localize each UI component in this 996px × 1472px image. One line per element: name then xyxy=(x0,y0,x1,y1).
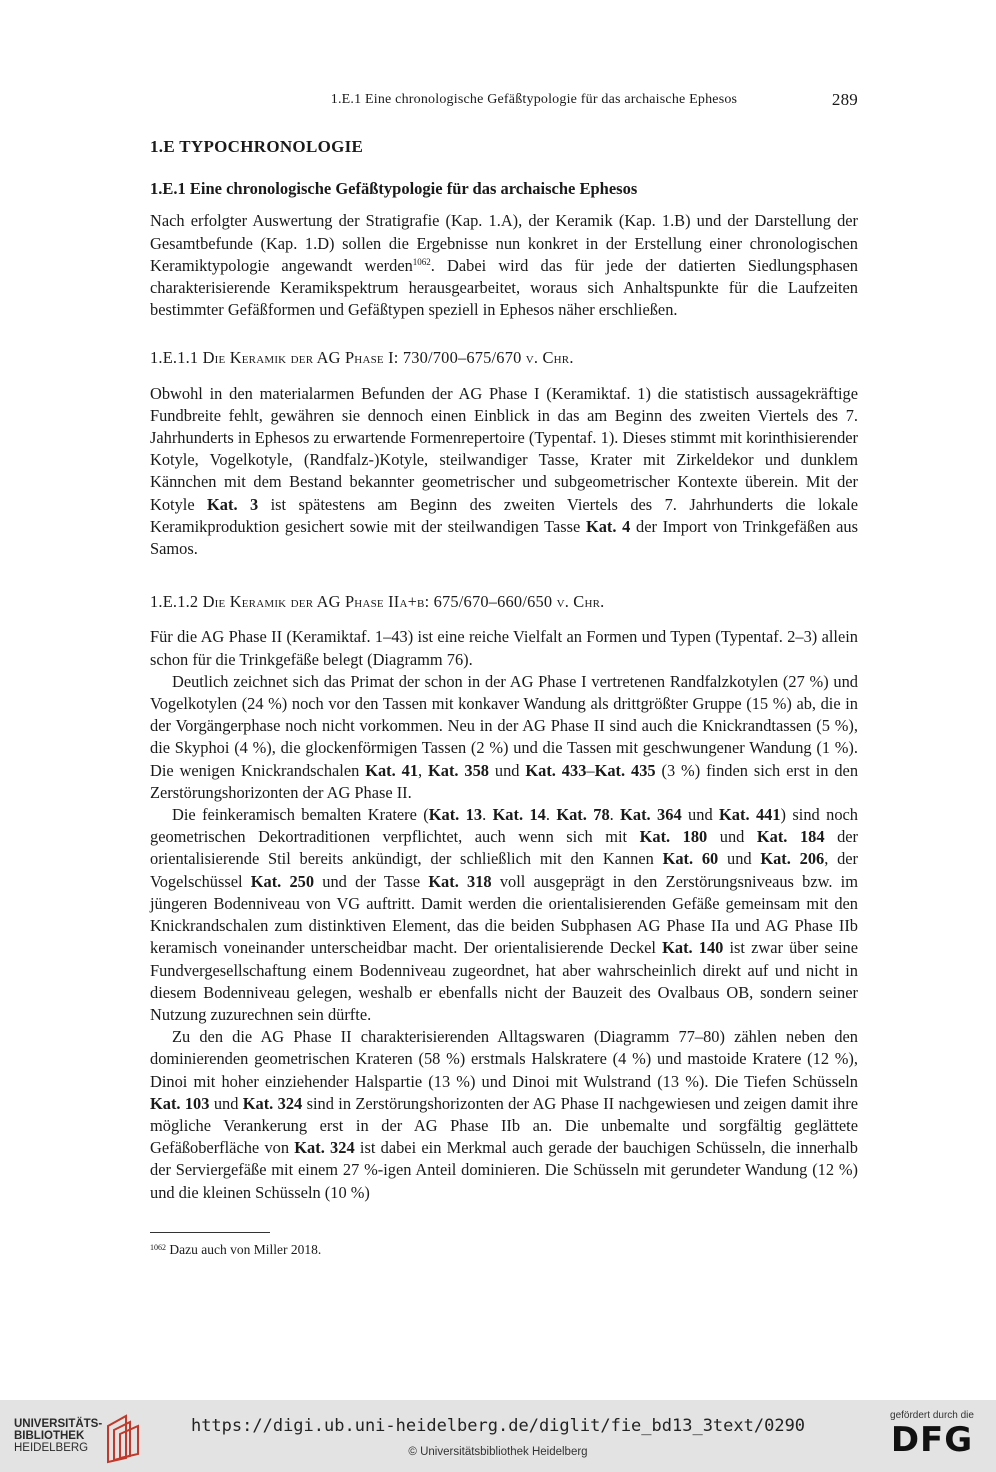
text-span: . xyxy=(545,805,557,825)
catalog-ref: Kat. 180 xyxy=(639,827,708,847)
text-span: der Import von Trinkgefäßen aus Samos. xyxy=(150,516,859,559)
permalink-url[interactable]: https://digi.ub.uni-heidelberg.de/diglit/fie_bd13_3text/0290 xyxy=(190,1416,806,1436)
phase-2-paragraph-1: Für die AG Phase II (Keramiktaf. 1–43) ist eine reiche Vielfalt an Formen und Typen (Typentaf. 2–3) allein schon für die Trinkgefäße belegt (Diagramm 76). xyxy=(150,627,858,669)
phase-2-paragraph-4 xyxy=(150,1026,858,1204)
text-span: . xyxy=(482,805,493,825)
catalog-ref: Kat. 140 xyxy=(662,938,724,958)
text-span: Die feinkeramisch bemalten Kratere ( xyxy=(172,805,429,825)
text-span: ist zwar über seine Fundvergesellschaftung einem Bodenniveau zugeordnet, hat aber wahrscheinlich direkt auf und nicht in diesem Bodenniveau gelegen, weshalb er ebenfalls nicht der Bauzeit des Ovalbaus OB, sondern seiner Nutzung zuzurechnen sein dürfte. xyxy=(150,938,859,1024)
text-span: und xyxy=(707,827,757,847)
subsection-1-2-heading: 1.E.1.2 Die Keramik der AG Phase IIa+b: 675/670–660/650 v. Chr. xyxy=(150,592,605,612)
section-title: 1.E TYPOCHRONOLOGIE xyxy=(150,137,364,156)
catalog-ref: Kat. 364 xyxy=(620,805,682,825)
footnote-text: Dazu auch von Miller 2018. xyxy=(169,1241,322,1257)
catalog-ref: Kat. 318 xyxy=(428,871,492,891)
footnote xyxy=(150,1241,858,1259)
text-span: Deutlich zeichnet sich das Primat der schon in der AG Phase I vertretenen Randfalzkotylen (27 %) und Vogelkotylen (24 %) noch vor den Tassen mit konkaver Wandung als drittgrößter Gruppe (15 %) ab, die in der Vorgängerphase noch nicht vorkommen. Neu in der AG Phase II sind auch die Knickrandtassen (5 %), die Skyphoi (4 %), die glockenförmigen Tassen (2 %) und die Tassen mit geschwungener Wandung (1 %). Die wenigen Knickrandschalen xyxy=(150,671,858,780)
catalog-ref: Kat. 250 xyxy=(250,871,315,891)
catalog-ref: Kat. 103 xyxy=(150,1093,210,1113)
catalog-ref: Kat. 14 xyxy=(492,805,546,825)
catalog-ref: Kat. 78 xyxy=(556,805,610,825)
copyright-notice: © Universitätsbibliothek Heidelberg xyxy=(408,1446,588,1458)
text-span: . xyxy=(609,805,621,825)
phase-2-paragraph-3 xyxy=(150,804,858,1026)
dfg-wordmark: DFG xyxy=(890,1420,974,1460)
library-name-line-1: UNIVERSITÄTS- xyxy=(14,1418,103,1430)
text-span: , der Vogelschüssel xyxy=(150,849,859,891)
catalog-ref: Kat. 433 xyxy=(525,760,587,780)
intro-text-2: . Dabei wird das für jede der datierten Siedlungsphasen charakterisierende Keramikspektrum herausgearbeitet, woraus sich Anhaltspunkte für die Laufzeiten bestimmter Gefäßformen und Gefäßtypen speziell in Ephesos näher erschließen. xyxy=(150,255,858,320)
running-head-title: 1.E.1 Eine chronologische Gefäßtypologie für das archaische Ephesos xyxy=(330,92,738,107)
text-span: ist spätestens am Beginn des zweiten Viertels des 7. Jahrhunderts die lokale Keramikproduktion gesichert sowie mit der steilwandigen Tasse xyxy=(150,494,858,536)
text-span: – xyxy=(586,760,595,780)
catalog-ref: Kat. 324 xyxy=(294,1138,355,1158)
text-span: , xyxy=(418,760,429,780)
text-span: und xyxy=(489,760,526,780)
subsection-title: 1.E.1 Eine chronologische Gefäßtypologie für das archaische Ephesos xyxy=(150,179,638,199)
funded-by-label: gefördert durch die xyxy=(890,1410,974,1421)
text-span: und der Tasse xyxy=(314,871,429,891)
catalog-ref: Kat. 4 xyxy=(585,516,631,536)
catalog-ref: Kat. 41 xyxy=(365,760,419,780)
text-span: der orientalisierende Stil bereits ankündigt, der schließlich mit den Kannen xyxy=(150,827,858,869)
viewer-footer xyxy=(0,1400,996,1472)
text-span: Obwohl in den materialarmen Befunden der AG Phase I (Keramiktaf. 1) die statistisch aussagekräftige Fundbreite fehlt, gewähren sie dennoch einen Einblick in das am Beginn des zweiten Viertels des 7. Jahrhunderts in Ephesos zu erwartende Formenrepertoire (Typentaf. 1). Dieses stimmt mit korinthisierender Kotyle, Vogelkotyle, (Randfalz-)Kotyle, steilwandiger Tasse, Krater mit Zirkeldekor und dunklem Kännchen mit dem Bestand bekannter geometrischer und subgeometrischer Kontexte überein. Mit der Kotyle xyxy=(150,383,858,514)
catalog-ref: Kat. 13 xyxy=(428,805,483,825)
intro-text-1: Nach erfolgter Auswertung der Stratigrafie (Kap. 1.A), der Keramik (Kap. 1.B) und der Darstellung der Gesamtbefunde (Kap. 1.D) sollen die Ergebnisse nun konkret in der Erstellung einer chronologischen Keramiktypologie angewandt werden xyxy=(150,211,858,275)
catalog-ref: Kat. 184 xyxy=(756,827,825,847)
text-span: voll ausgeprägt in den Zerstörungsniveaus bzw. im jüngeren Bodenniveau von VG auftritt. Damit werden die orientalisierenden Gefäße gemeinsam mit den Knickrandschalen zum distinktiven Element, das die beiden Subphasen AG Phase IIa und AG Phase IIb keramisch voneinander unterscheidbar macht. Der orientalisierende Deckel xyxy=(150,871,858,958)
text-span: und xyxy=(718,849,761,869)
intro-paragraph xyxy=(150,210,858,321)
text-span: und xyxy=(209,1093,243,1113)
text-span: ) sind noch geometrischen Dekortraditionen verpflichtet, auch wenn sich mit xyxy=(150,805,858,847)
library-name-line-2: BIBLIOTHEK xyxy=(14,1430,85,1442)
catalog-ref: Kat. 206 xyxy=(760,849,825,869)
phase-2-paragraph-2 xyxy=(150,671,858,804)
footnote-divider xyxy=(150,1232,270,1233)
main-text xyxy=(150,136,858,1259)
text-span: sind in Zerstörungshorizonten der AG Phase II nachgewiesen und zeigen damit ihre mögliche Verankerung erst in der AG Phase IIb an. Die unbemalte und sorgfältig geglättete Gefäßoberfläche von xyxy=(150,1093,859,1158)
catalog-ref: Kat. 60 xyxy=(662,849,719,869)
catalog-ref: Kat. 441 xyxy=(719,805,781,825)
text-span: ist dabei ein Merkmal auch gerade der bauchigen Schüsseln, die innerhalb der Serviergefäße mit einem 27 %-igen Anteil dominieren. Die Schüsseln mit gerundeter Wandung (12 %) und die kleinen Schüsseln (10 %) xyxy=(150,1138,858,1202)
footnote-number: 1062 xyxy=(150,1242,166,1252)
catalog-ref: Kat. 3 xyxy=(207,494,259,514)
subsection-1-1-heading: 1.E.1.1 Die Keramik der AG Phase I: 730/700–675/670 v. Chr. xyxy=(150,348,574,368)
catalog-ref: Kat. 358 xyxy=(428,760,490,780)
footnote-reference[interactable]: 1062 xyxy=(412,256,431,267)
library-name-line-3: HEIDELBERG xyxy=(14,1442,89,1454)
phase-1-paragraph xyxy=(150,383,858,561)
text-span: Zu den die AG Phase II charakterisierenden Alltagswaren (Diagramm 77–80) zählen neben den dominierenden geometrischen Krateren (58 %) erstmals Halskratere (4 %) und mastoide Kratere (12 %), Dinoi mit hoher einziehender Halspartie (13 %) und Dinoi mit Wulstrand (13 %). Die Tiefen Schüsseln xyxy=(150,1027,858,1091)
catalog-ref: Kat. 435 xyxy=(594,760,656,780)
catalog-ref: Kat. 324 xyxy=(242,1093,303,1113)
page-number: 289 xyxy=(831,90,858,109)
text-span: (3 %) finden sich erst in den Zerstörungshorizonten der AG Phase II. xyxy=(150,760,859,802)
text-span: und xyxy=(681,805,720,825)
dfg-logo[interactable] xyxy=(886,1410,978,1466)
